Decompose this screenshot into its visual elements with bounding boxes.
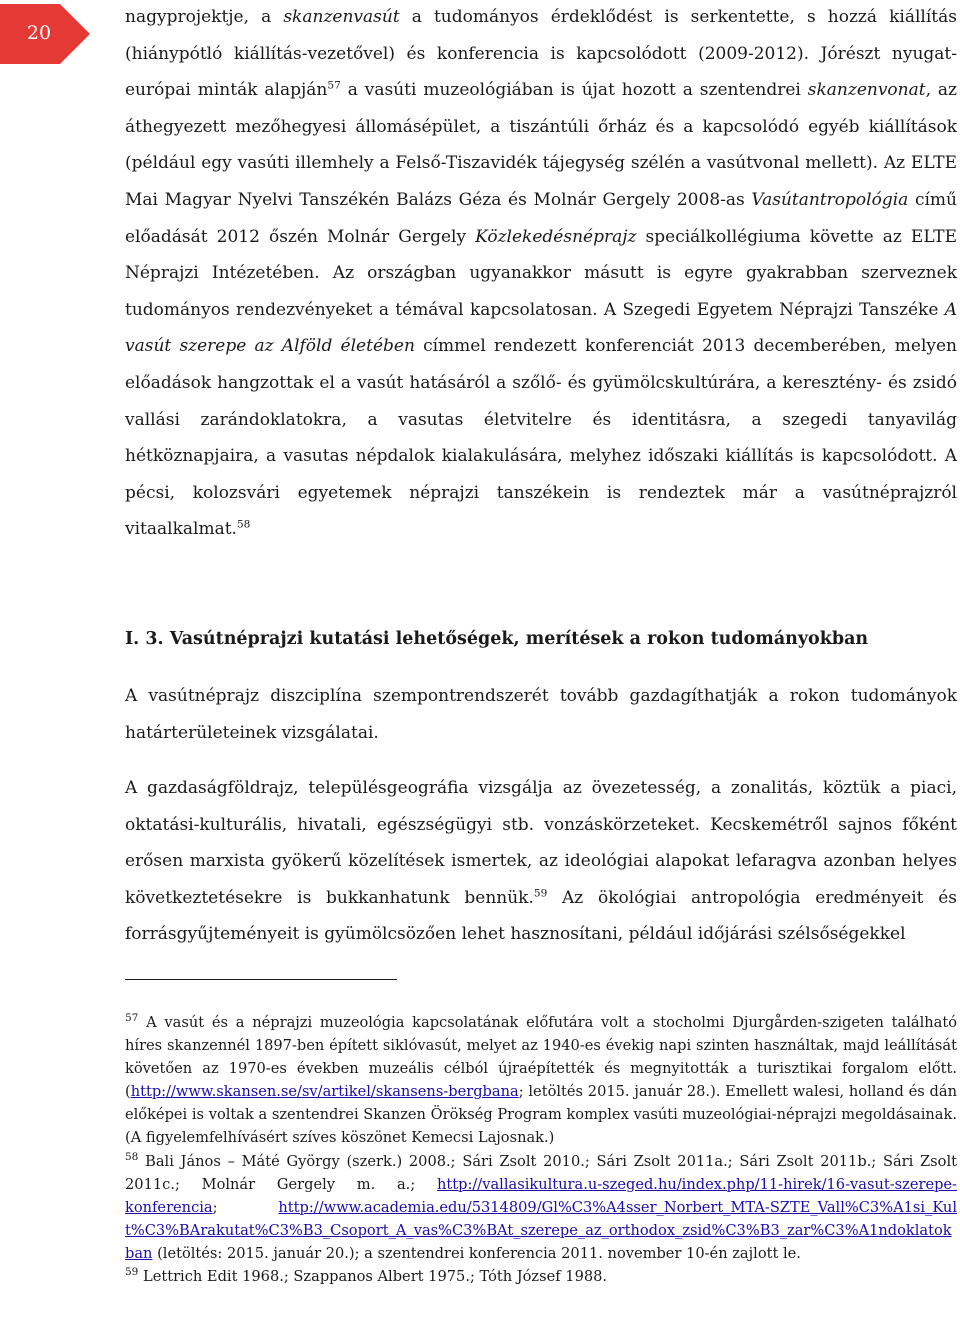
footnote-number-58: 58: [125, 1150, 139, 1163]
title-vasutantropologia: Vasútantropológia: [751, 189, 909, 210]
link-vallasikultura[interactable]: http://vallasikultura.u-szeged.hu/index.php/11-hirek/16-vasut-szerepe-konferencia: [125, 1175, 957, 1216]
section-heading: I. 3. Vasútnéprajzi kutatási lehetőségek, merítések a rokon tudományokban: [125, 629, 869, 649]
footnote-ref-57[interactable]: 57: [327, 79, 341, 92]
footnote-58: $^{58}$ Bali János – Máté György (szerk.) 2008.; Sári Zsolt 2010.; Sári Zsolt 2011a.; Sári Zsolt 2011b.; Sári Zsolt 2011c.; Molnár Gergely m. a.; http://vallasikultura.u-szeged.hu/index.php/11-hirek/16-vasut-szerepe-konferencia; http://www.academia.edu/5314809/Gl%C3%A4sser_Norbert_MTA-SZTE_Vall%C3%A1si_Kult%C3%BArakutat%C3%B3_Csoport_A_vas%C3%BAt_szerepe_az_orthodox_zsid%C3%B3_zar%C3%A1ndoklatokban (letöltés: 2015. január 20.); a szentendrei konferencia 2011. november 10-én zajlott le.: [125, 1150, 957, 1262]
footnote-ref-59[interactable]: 59: [533, 887, 548, 900]
footnote-number-59: 59: [125, 1266, 139, 1279]
footnote-59: $^{59}$ Lettrich Edit 1968.; Szappanos Albert 1975.; Tóth József 1988.: [125, 1266, 608, 1286]
page-number: 20: [26, 22, 52, 44]
term-skanzenvasut: skanzenvasút: [283, 7, 400, 27]
footnote-57: $^{57}$ A vasút és a néprajzi muzeológia kapcsolatának előfutára volt a stocholmi Djurgården-szigeten található híres skanzennél 1897-ben épített siklóvasút, melyet az 1940-es évekig napi szinten használtak, majd leállítását követően az 1970-es években muzeális célból újraépítették és megnyitották a turisztikai forgalom előtt. (http://www.skansen.se/sv/artikel/skansens-bergbana; letöltés 2015. január 28.). Emellett walesi, holland és dán előképei is voltak a szentendrei Skanzen Örökség Program komplex vasúti muzeológiai-néprajzi megoldásainak. (A figyelemfelhívásért szíves köszönet Kemecsi Lajosnak.): [125, 1012, 957, 1147]
paragraph-intro: nagyprojektje, a skanzenvasút a tudományos érdeklődést is serkentette, s hozzá kiállítás (hiánypótló kiállítás-vezetővel) és konferencia is kapcsolódott (2009-2012). Jórészt nyugat-európai minták alapján$^{57}$ a vasúti muzeológiában is újat hozott a szentendrei skanzenvonat, az áthegyezett mezőhegyesi állomásépület, a tiszántúli őrház és a kapcsolódó egyéb kiállítások (például egy vasúti illemhely a Felső-Tiszavidék tájegység szélén a vasútvonal mellett). Az ELTE Mai Magyar Nyelvi Tanszékén Balázs Géza és Molnár Gergely 2008-as Vasútantropológia című előadását 2012 őszén Molnár Gergely Közlekedésnéprajz speciálkollégiuma követte az ELTE Néprajzi Intézetében. Az országban ugyanakkor másutt is egyre gyakrabban szerveznek tudományos rendezvényeket a témával kapcsolatosan. A Szegedi Egyetem Néprajzi Tanszéke A vasút szerepe az Alföld életében címmel rendezett konferenciát 2013 decemberében, melyen előadások hangzottak el a vasút hatásáról a szőlő- és gyümölcskultúrára, a keresztény- és zsidó vallási zarándoklatokra, a vasutas életvitelre és identitásra, a szegedi tanyavilág hétköznapjaira, a vasutas népdalok kialakulására, melyhez időszaki kiállítás is kapcsolódott. A pécsi, kolozsvári egyetemek néprajzi tanszékein is rendeztek már a vasútnéprajzról vitaalkalmat.$^{58}$: [125, 7, 957, 540]
link-academia[interactable]: http://www.academia.edu/5314809/Gl%C3%A4sser_Norbert_MTA-SZTE_Vall%C3%A1si_Kult%C3%BArakutat%C3%B3_Csoport_A_vas%C3%BAt_szerepe_az_orthodox_zsid%C3%B3_zar%C3%A1ndoklatokban: [125, 1198, 957, 1262]
page-number-badge: [0, 4, 90, 64]
footnote-number-57: 57: [125, 1012, 139, 1025]
link-skansen[interactable]: http://www.skansen.se/sv/artikel/skansens-bergbana: [130, 1083, 519, 1101]
term-skanzenvonat: skanzenvonat: [807, 80, 926, 101]
paragraph-disciplines: A vasútnéprajz diszciplína szempontrendszerét tovább gazdagíthatják a rokon tudományok határterületeinek vizsgálatai.: [125, 686, 957, 743]
footnotes: [125, 1011, 957, 1288]
title-kozlekedesneprajz: Közlekedésnéprajz: [475, 226, 637, 247]
paragraph-geography: A gazdaságföldrajz, településgeográfia vizsgálja az övezetesség, a zonalitás, köztük a piaci, oktatási-kulturális, hivatali, egészségügyi stb. vonzáskörzeteket. Kecskemétről sajnos főként erősen marxista gyökerű közelítések ismertek, az ideológiai alapokat lefaragva azonban helyes következtetésekre is bukkanhatunk bennük.$^{59}$ Az ökológiai antropológia eredményeit és forrásgyűjteményeit is gyümölcsözően lehet hasznosítani, például időjárási szélsőségekkel: [125, 778, 958, 945]
footnote-separator: [125, 979, 397, 980]
footnote-ref-58[interactable]: 58: [236, 518, 251, 531]
title-vasut-szerepe-alfold: A vasút szerepe az Alföld életében: [125, 299, 957, 357]
